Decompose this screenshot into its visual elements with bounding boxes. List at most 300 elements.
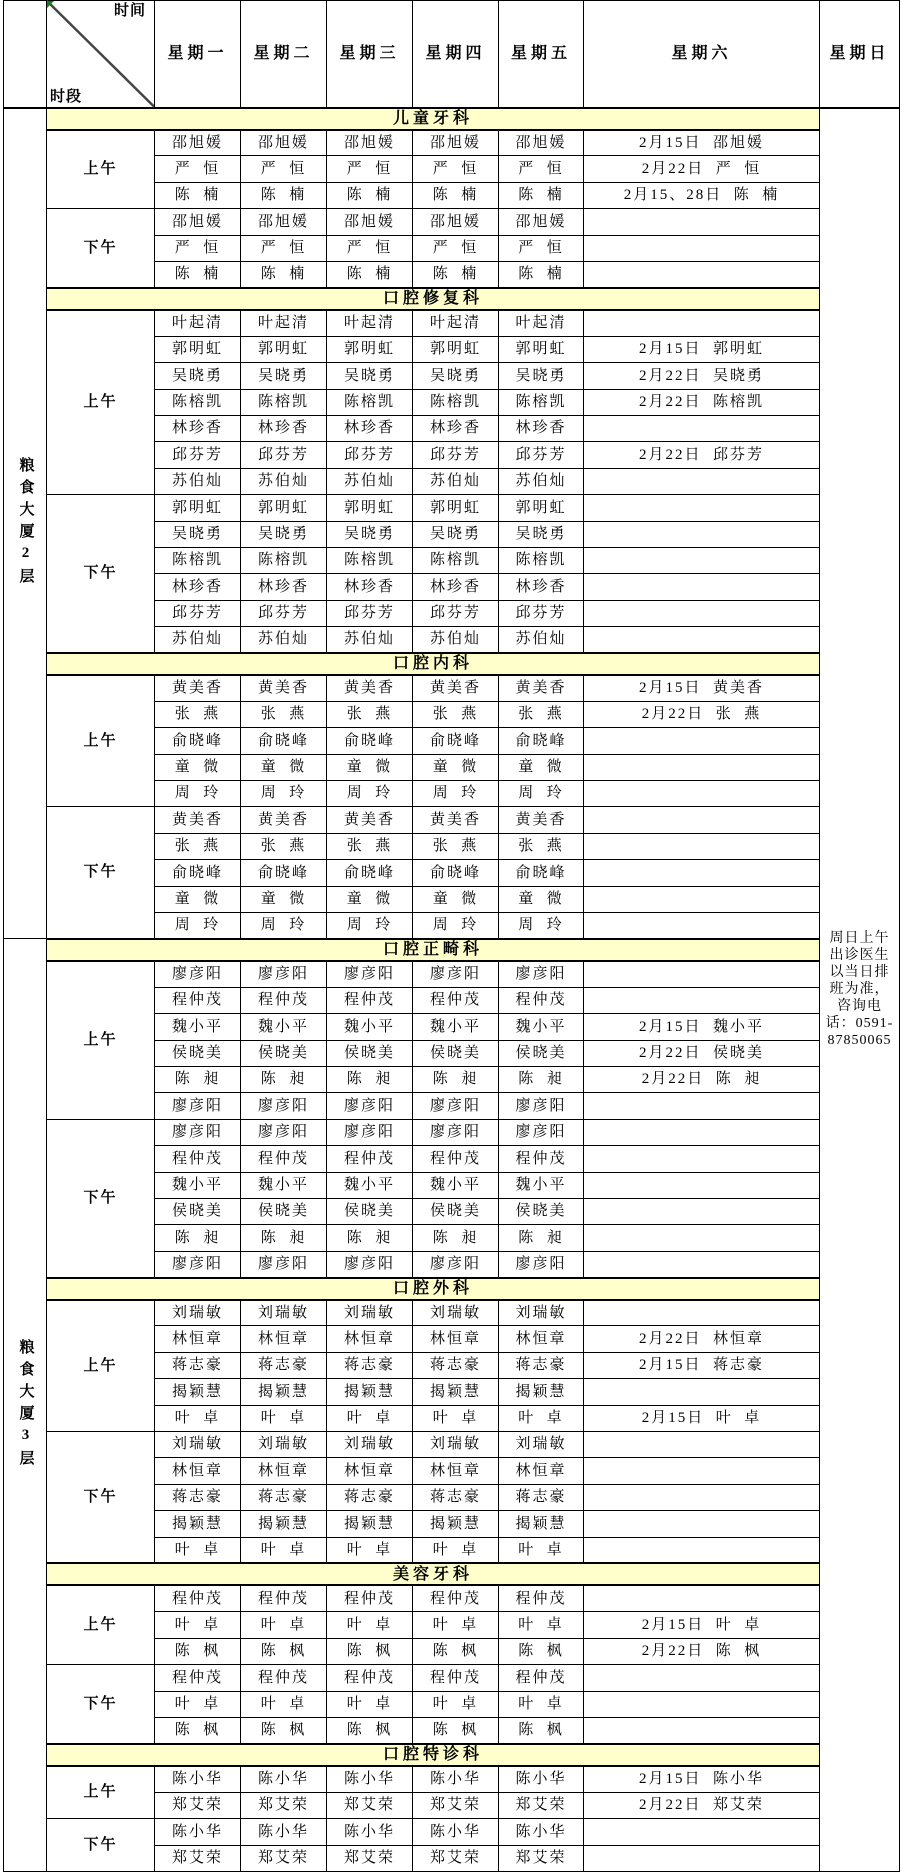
doctor-cell[interactable]: 郑艾荣 xyxy=(155,1792,241,1818)
doctor-cell[interactable]: 陈榕凯 xyxy=(155,389,241,415)
doctor-cell[interactable]: 刘瑞敏 xyxy=(327,1300,413,1326)
doctor-cell[interactable]: 郭明虹 xyxy=(155,336,241,362)
doctor-cell[interactable]: 廖彦阳 xyxy=(241,1119,327,1145)
doctor-cell[interactable]: 邵旭媛 xyxy=(155,209,241,235)
doctor-cell[interactable]: 叶起清 xyxy=(499,310,584,336)
doctor-cell[interactable]: 程仲茂 xyxy=(413,1585,499,1611)
doctor-cell[interactable]: 苏伯灿 xyxy=(327,627,413,653)
saturday-cell[interactable] xyxy=(584,833,820,859)
doctor-cell[interactable]: 揭颖慧 xyxy=(155,1511,241,1537)
doctor-cell[interactable]: 揭颖慧 xyxy=(155,1379,241,1405)
doctor-cell[interactable]: 邱芬芳 xyxy=(413,600,499,626)
doctor-cell[interactable]: 苏伯灿 xyxy=(155,627,241,653)
doctor-cell[interactable]: 廖彦阳 xyxy=(327,1251,413,1277)
doctor-cell[interactable]: 严 恒 xyxy=(499,156,584,182)
doctor-cell[interactable]: 陈小华 xyxy=(155,1766,241,1792)
doctor-cell[interactable]: 蒋志豪 xyxy=(155,1352,241,1378)
doctor-cell[interactable]: 魏小平 xyxy=(413,1172,499,1198)
doctor-cell[interactable]: 张 燕 xyxy=(241,701,327,727)
saturday-cell[interactable] xyxy=(584,1379,820,1405)
doctor-cell[interactable]: 叶 卓 xyxy=(499,1405,584,1431)
building-label[interactable] xyxy=(4,939,47,1872)
doctor-cell[interactable]: 林恒章 xyxy=(241,1326,327,1352)
doctor-cell[interactable]: 陈榕凯 xyxy=(327,389,413,415)
doctor-cell[interactable]: 严 恒 xyxy=(327,156,413,182)
saturday-cell[interactable] xyxy=(584,1484,820,1510)
doctor-cell[interactable]: 黄美香 xyxy=(155,675,241,701)
doctor-cell[interactable]: 刘瑞敏 xyxy=(413,1432,499,1458)
doctor-cell[interactable]: 魏小平 xyxy=(155,1014,241,1040)
doctor-cell[interactable]: 张 燕 xyxy=(499,833,584,859)
doctor-cell[interactable]: 陈 楠 xyxy=(327,262,413,288)
doctor-cell[interactable]: 黄美香 xyxy=(499,675,584,701)
doctor-cell[interactable]: 童 微 xyxy=(241,754,327,780)
saturday-cell[interactable]: 2月22日 吴晓勇 xyxy=(584,363,820,389)
period-cell-am[interactable]: 上午 xyxy=(47,1585,155,1664)
doctor-cell[interactable]: 苏伯灿 xyxy=(327,468,413,494)
saturday-cell[interactable] xyxy=(584,1251,820,1277)
doctor-cell[interactable]: 陈 枫 xyxy=(155,1717,241,1743)
doctor-cell[interactable]: 刘瑞敏 xyxy=(241,1432,327,1458)
saturday-cell[interactable] xyxy=(584,521,820,547)
doctor-cell[interactable]: 周 玲 xyxy=(327,781,413,807)
doctor-cell[interactable]: 俞晓峰 xyxy=(413,860,499,886)
doctor-cell[interactable]: 林恒章 xyxy=(327,1326,413,1352)
doctor-cell[interactable]: 黄美香 xyxy=(413,807,499,833)
doctor-cell[interactable]: 郭明虹 xyxy=(413,336,499,362)
doctor-cell[interactable]: 严 恒 xyxy=(241,156,327,182)
doctor-cell[interactable]: 张 燕 xyxy=(413,701,499,727)
doctor-cell[interactable]: 严 恒 xyxy=(413,156,499,182)
saturday-cell[interactable]: 2月22日 陈榕凯 xyxy=(584,389,820,415)
doctor-cell[interactable]: 郑艾荣 xyxy=(155,1845,241,1871)
saturday-cell[interactable] xyxy=(584,961,820,987)
day-header-friday[interactable]: 星期五 xyxy=(499,1,584,108)
doctor-cell[interactable]: 郭明虹 xyxy=(241,336,327,362)
doctor-cell[interactable]: 苏伯灿 xyxy=(155,468,241,494)
doctor-cell[interactable]: 俞晓峰 xyxy=(413,728,499,754)
doctor-cell[interactable]: 林恒章 xyxy=(499,1458,584,1484)
period-cell-pm[interactable]: 下午 xyxy=(47,1432,155,1564)
doctor-cell[interactable]: 俞晓峰 xyxy=(499,860,584,886)
doctor-cell[interactable]: 邱芬芳 xyxy=(499,600,584,626)
doctor-cell[interactable]: 张 燕 xyxy=(499,701,584,727)
saturday-cell[interactable]: 2月22日 陈 枫 xyxy=(584,1638,820,1664)
doctor-cell[interactable]: 吴晓勇 xyxy=(327,521,413,547)
doctor-cell[interactable]: 陈榕凯 xyxy=(413,547,499,573)
doctor-cell[interactable]: 邱芬芳 xyxy=(155,600,241,626)
doctor-cell[interactable]: 陈小华 xyxy=(155,1819,241,1845)
doctor-cell[interactable]: 俞晓峰 xyxy=(241,860,327,886)
period-cell-pm[interactable]: 下午 xyxy=(47,495,155,653)
day-header-wednesday[interactable]: 星期三 xyxy=(327,1,413,108)
doctor-cell[interactable]: 叶起清 xyxy=(327,310,413,336)
doctor-cell[interactable]: 刘瑞敏 xyxy=(499,1300,584,1326)
doctor-cell[interactable]: 陈 昶 xyxy=(155,1225,241,1251)
saturday-cell[interactable]: 2月22日 林恒章 xyxy=(584,1326,820,1352)
doctor-cell[interactable]: 陈小华 xyxy=(413,1819,499,1845)
doctor-cell[interactable]: 廖彦阳 xyxy=(241,1093,327,1119)
doctor-cell[interactable]: 蒋志豪 xyxy=(327,1484,413,1510)
doctor-cell[interactable]: 郭明虹 xyxy=(327,336,413,362)
doctor-cell[interactable]: 侯晓美 xyxy=(413,1040,499,1066)
section-title-6[interactable]: 口腔特诊科 xyxy=(47,1744,820,1766)
doctor-cell[interactable]: 陈 楠 xyxy=(155,182,241,208)
doctor-cell[interactable]: 邵旭媛 xyxy=(241,130,327,156)
doctor-cell[interactable]: 周 玲 xyxy=(499,781,584,807)
doctor-cell[interactable]: 张 燕 xyxy=(155,701,241,727)
doctor-cell[interactable]: 陈 楠 xyxy=(413,262,499,288)
doctor-cell[interactable]: 俞晓峰 xyxy=(241,728,327,754)
saturday-cell[interactable]: 2月22日 侯晓美 xyxy=(584,1040,820,1066)
doctor-cell[interactable]: 陈榕凯 xyxy=(413,389,499,415)
doctor-cell[interactable]: 林珍香 xyxy=(413,415,499,441)
saturday-cell[interactable]: 2月15日 叶 卓 xyxy=(584,1612,820,1638)
doctor-cell[interactable]: 叶起清 xyxy=(241,310,327,336)
doctor-cell[interactable]: 魏小平 xyxy=(499,1172,584,1198)
doctor-cell[interactable]: 黄美香 xyxy=(413,675,499,701)
doctor-cell[interactable]: 叶 卓 xyxy=(241,1691,327,1717)
doctor-cell[interactable]: 叶 卓 xyxy=(499,1537,584,1563)
saturday-cell[interactable] xyxy=(584,860,820,886)
doctor-cell[interactable]: 陈小华 xyxy=(499,1819,584,1845)
doctor-cell[interactable]: 刘瑞敏 xyxy=(155,1432,241,1458)
doctor-cell[interactable]: 陈 枫 xyxy=(413,1717,499,1743)
doctor-cell[interactable]: 揭颖慧 xyxy=(499,1379,584,1405)
doctor-cell[interactable]: 吴晓勇 xyxy=(499,363,584,389)
saturday-cell[interactable]: 2月22日 郑艾荣 xyxy=(584,1792,820,1818)
doctor-cell[interactable]: 陈小华 xyxy=(327,1766,413,1792)
doctor-cell[interactable]: 郑艾荣 xyxy=(499,1845,584,1871)
doctor-cell[interactable]: 童 微 xyxy=(413,754,499,780)
saturday-cell[interactable] xyxy=(584,600,820,626)
doctor-cell[interactable]: 吴晓勇 xyxy=(413,363,499,389)
doctor-cell[interactable]: 周 玲 xyxy=(499,913,584,939)
doctor-cell[interactable]: 陈 楠 xyxy=(241,182,327,208)
doctor-cell[interactable]: 林恒章 xyxy=(327,1458,413,1484)
doctor-cell[interactable]: 张 燕 xyxy=(327,701,413,727)
doctor-cell[interactable]: 陈 枫 xyxy=(241,1717,327,1743)
saturday-cell[interactable] xyxy=(584,574,820,600)
saturday-cell[interactable] xyxy=(584,627,820,653)
doctor-cell[interactable]: 苏伯灿 xyxy=(499,627,584,653)
doctor-cell[interactable]: 程仲茂 xyxy=(155,1585,241,1611)
doctor-cell[interactable]: 苏伯灿 xyxy=(413,627,499,653)
doctor-cell[interactable]: 吴晓勇 xyxy=(413,521,499,547)
saturday-cell[interactable] xyxy=(584,495,820,521)
period-cell-am[interactable]: 上午 xyxy=(47,310,155,495)
doctor-cell[interactable]: 魏小平 xyxy=(155,1172,241,1198)
doctor-cell[interactable]: 黄美香 xyxy=(241,675,327,701)
saturday-cell[interactable] xyxy=(584,262,820,288)
saturday-cell[interactable]: 2月15、28日 陈 楠 xyxy=(584,182,820,208)
doctor-cell[interactable]: 郭明虹 xyxy=(499,495,584,521)
doctor-cell[interactable]: 蒋志豪 xyxy=(241,1484,327,1510)
doctor-cell[interactable]: 蒋志豪 xyxy=(327,1352,413,1378)
doctor-cell[interactable]: 周 玲 xyxy=(413,913,499,939)
doctor-cell[interactable]: 陈 昶 xyxy=(413,1225,499,1251)
doctor-cell[interactable]: 侯晓美 xyxy=(499,1040,584,1066)
doctor-cell[interactable]: 俞晓峰 xyxy=(155,728,241,754)
saturday-cell[interactable] xyxy=(584,1172,820,1198)
doctor-cell[interactable]: 郭明虹 xyxy=(499,336,584,362)
doctor-cell[interactable]: 林珍香 xyxy=(241,574,327,600)
doctor-cell[interactable]: 黄美香 xyxy=(241,807,327,833)
doctor-cell[interactable]: 陈小华 xyxy=(241,1766,327,1792)
doctor-cell[interactable]: 廖彦阳 xyxy=(327,1093,413,1119)
doctor-cell[interactable]: 林珍香 xyxy=(155,415,241,441)
doctor-cell[interactable]: 廖彦阳 xyxy=(413,1119,499,1145)
doctor-cell[interactable]: 刘瑞敏 xyxy=(155,1300,241,1326)
doctor-cell[interactable]: 吴晓勇 xyxy=(241,521,327,547)
saturday-cell[interactable] xyxy=(584,754,820,780)
section-title-2[interactable]: 口腔内科 xyxy=(47,653,820,675)
doctor-cell[interactable]: 程仲茂 xyxy=(327,1585,413,1611)
doctor-cell[interactable]: 廖彦阳 xyxy=(241,961,327,987)
doctor-cell[interactable]: 严 恒 xyxy=(413,235,499,261)
doctor-cell[interactable]: 陈 昶 xyxy=(327,1066,413,1092)
day-header-tuesday[interactable]: 星期二 xyxy=(241,1,327,108)
doctor-cell[interactable]: 吴晓勇 xyxy=(327,363,413,389)
doctor-cell[interactable]: 陈 枫 xyxy=(499,1717,584,1743)
doctor-cell[interactable]: 程仲茂 xyxy=(241,1665,327,1691)
doctor-cell[interactable]: 刘瑞敏 xyxy=(241,1300,327,1326)
doctor-cell[interactable]: 叶 卓 xyxy=(413,1537,499,1563)
saturday-cell[interactable] xyxy=(584,1198,820,1224)
doctor-cell[interactable]: 揭颖慧 xyxy=(327,1379,413,1405)
saturday-cell[interactable]: 2月15日 魏小平 xyxy=(584,1014,820,1040)
doctor-cell[interactable]: 周 玲 xyxy=(155,781,241,807)
doctor-cell[interactable]: 童 微 xyxy=(241,886,327,912)
doctor-cell[interactable]: 程仲茂 xyxy=(499,1585,584,1611)
saturday-cell[interactable] xyxy=(584,1093,820,1119)
section-title-0[interactable]: 儿童牙科 xyxy=(47,108,820,130)
doctor-cell[interactable]: 陈 昶 xyxy=(499,1066,584,1092)
doctor-cell[interactable]: 陈榕凯 xyxy=(327,547,413,573)
doctor-cell[interactable]: 侯晓美 xyxy=(413,1198,499,1224)
doctor-cell[interactable]: 严 恒 xyxy=(155,156,241,182)
doctor-cell[interactable]: 叶 卓 xyxy=(155,1691,241,1717)
doctor-cell[interactable]: 陈小华 xyxy=(327,1819,413,1845)
doctor-cell[interactable]: 邵旭媛 xyxy=(413,130,499,156)
doctor-cell[interactable]: 廖彦阳 xyxy=(327,1119,413,1145)
saturday-cell[interactable]: 2月15日 蒋志豪 xyxy=(584,1352,820,1378)
saturday-cell[interactable]: 2月15日 邵旭媛 xyxy=(584,130,820,156)
doctor-cell[interactable]: 郑艾荣 xyxy=(241,1792,327,1818)
doctor-cell[interactable]: 苏伯灿 xyxy=(499,468,584,494)
doctor-cell[interactable]: 魏小平 xyxy=(241,1172,327,1198)
saturday-cell[interactable] xyxy=(584,987,820,1013)
doctor-cell[interactable]: 林珍香 xyxy=(155,574,241,600)
doctor-cell[interactable]: 童 微 xyxy=(327,886,413,912)
doctor-cell[interactable]: 蒋志豪 xyxy=(155,1484,241,1510)
doctor-cell[interactable]: 吴晓勇 xyxy=(499,521,584,547)
doctor-cell[interactable]: 陈榕凯 xyxy=(241,547,327,573)
doctor-cell[interactable]: 林恒章 xyxy=(241,1458,327,1484)
doctor-cell[interactable]: 郭明虹 xyxy=(327,495,413,521)
doctor-cell[interactable]: 邱芬芳 xyxy=(241,600,327,626)
doctor-cell[interactable]: 蒋志豪 xyxy=(241,1352,327,1378)
saturday-cell[interactable] xyxy=(584,1146,820,1172)
doctor-cell[interactable]: 程仲茂 xyxy=(155,987,241,1013)
doctor-cell[interactable]: 叶 卓 xyxy=(155,1612,241,1638)
doctor-cell[interactable]: 程仲茂 xyxy=(327,1665,413,1691)
saturday-cell[interactable] xyxy=(584,547,820,573)
saturday-cell[interactable] xyxy=(584,415,820,441)
period-cell-pm[interactable]: 下午 xyxy=(47,209,155,288)
saturday-cell[interactable] xyxy=(584,886,820,912)
doctor-cell[interactable]: 程仲茂 xyxy=(241,987,327,1013)
saturday-cell[interactable]: 2月22日 陈 昶 xyxy=(584,1066,820,1092)
section-title-3[interactable]: 口腔正畸科 xyxy=(47,939,820,961)
saturday-cell[interactable] xyxy=(584,1585,820,1611)
doctor-cell[interactable]: 郑艾荣 xyxy=(413,1845,499,1871)
doctor-cell[interactable]: 程仲茂 xyxy=(499,1665,584,1691)
doctor-cell[interactable]: 周 玲 xyxy=(241,913,327,939)
doctor-cell[interactable]: 叶 卓 xyxy=(155,1537,241,1563)
doctor-cell[interactable]: 程仲茂 xyxy=(241,1146,327,1172)
doctor-cell[interactable]: 吴晓勇 xyxy=(155,363,241,389)
doctor-cell[interactable]: 严 恒 xyxy=(155,235,241,261)
period-cell-pm[interactable]: 下午 xyxy=(47,1119,155,1277)
doctor-cell[interactable]: 黄美香 xyxy=(155,807,241,833)
saturday-cell[interactable] xyxy=(584,1717,820,1743)
doctor-cell[interactable]: 叶 卓 xyxy=(327,1691,413,1717)
saturday-cell[interactable] xyxy=(584,1458,820,1484)
period-cell-pm[interactable]: 下午 xyxy=(47,1665,155,1744)
saturday-cell[interactable]: 2月22日 严 恒 xyxy=(584,156,820,182)
doctor-cell[interactable]: 廖彦阳 xyxy=(499,1093,584,1119)
doctor-cell[interactable]: 严 恒 xyxy=(499,235,584,261)
period-cell-pm[interactable]: 下午 xyxy=(47,1819,155,1872)
doctor-cell[interactable]: 严 恒 xyxy=(327,235,413,261)
doctor-cell[interactable]: 张 燕 xyxy=(413,833,499,859)
doctor-cell[interactable]: 刘瑞敏 xyxy=(327,1432,413,1458)
doctor-cell[interactable]: 揭颖慧 xyxy=(327,1511,413,1537)
doctor-cell[interactable]: 陈榕凯 xyxy=(155,547,241,573)
doctor-cell[interactable]: 俞晓峰 xyxy=(155,860,241,886)
doctor-cell[interactable]: 揭颖慧 xyxy=(241,1511,327,1537)
doctor-cell[interactable]: 林恒章 xyxy=(413,1458,499,1484)
doctor-cell[interactable]: 叶 卓 xyxy=(499,1691,584,1717)
doctor-cell[interactable]: 周 玲 xyxy=(413,781,499,807)
doctor-cell[interactable]: 刘瑞敏 xyxy=(413,1300,499,1326)
doctor-cell[interactable]: 黄美香 xyxy=(499,807,584,833)
saturday-cell[interactable]: 2月15日 陈小华 xyxy=(584,1766,820,1792)
period-cell-am[interactable]: 上午 xyxy=(47,1300,155,1432)
doctor-cell[interactable]: 叶起清 xyxy=(413,310,499,336)
saturday-cell[interactable] xyxy=(584,235,820,261)
doctor-cell[interactable]: 陈 枫 xyxy=(327,1717,413,1743)
doctor-cell[interactable]: 廖彦阳 xyxy=(155,1119,241,1145)
doctor-cell[interactable]: 郑艾荣 xyxy=(413,1792,499,1818)
doctor-cell[interactable]: 童 微 xyxy=(155,886,241,912)
doctor-cell[interactable]: 陈小华 xyxy=(499,1766,584,1792)
doctor-cell[interactable]: 邱芬芳 xyxy=(155,442,241,468)
doctor-cell[interactable]: 苏伯灿 xyxy=(241,468,327,494)
doctor-cell[interactable]: 程仲茂 xyxy=(413,1146,499,1172)
doctor-cell[interactable]: 童 微 xyxy=(155,754,241,780)
doctor-cell[interactable]: 林珍香 xyxy=(241,415,327,441)
saturday-cell[interactable] xyxy=(584,310,820,336)
doctor-cell[interactable]: 魏小平 xyxy=(241,1014,327,1040)
doctor-cell[interactable]: 严 恒 xyxy=(241,235,327,261)
doctor-cell[interactable]: 陈 楠 xyxy=(327,182,413,208)
doctor-cell[interactable]: 程仲茂 xyxy=(413,1665,499,1691)
doctor-cell[interactable]: 叶 卓 xyxy=(327,1612,413,1638)
section-title-1[interactable]: 口腔修复科 xyxy=(47,288,820,310)
doctor-cell[interactable]: 侯晓美 xyxy=(241,1040,327,1066)
doctor-cell[interactable]: 陈榕凯 xyxy=(241,389,327,415)
period-cell-am[interactable]: 上午 xyxy=(47,675,155,807)
doctor-cell[interactable]: 俞晓峰 xyxy=(499,728,584,754)
doctor-cell[interactable]: 邱芬芳 xyxy=(327,442,413,468)
doctor-cell[interactable]: 童 微 xyxy=(413,886,499,912)
doctor-cell[interactable]: 魏小平 xyxy=(327,1014,413,1040)
doctor-cell[interactable]: 邱芬芳 xyxy=(413,442,499,468)
doctor-cell[interactable]: 张 燕 xyxy=(327,833,413,859)
doctor-cell[interactable]: 侯晓美 xyxy=(499,1198,584,1224)
doctor-cell[interactable]: 周 玲 xyxy=(155,913,241,939)
doctor-cell[interactable]: 郑艾荣 xyxy=(327,1845,413,1871)
doctor-cell[interactable]: 程仲茂 xyxy=(499,987,584,1013)
doctor-cell[interactable]: 叶 卓 xyxy=(499,1612,584,1638)
doctor-cell[interactable]: 童 微 xyxy=(499,754,584,780)
doctor-cell[interactable]: 叶起清 xyxy=(155,310,241,336)
saturday-cell[interactable] xyxy=(584,1511,820,1537)
doctor-cell[interactable]: 郭明虹 xyxy=(413,495,499,521)
doctor-cell[interactable]: 陈 枫 xyxy=(499,1638,584,1664)
doctor-cell[interactable]: 吴晓勇 xyxy=(155,521,241,547)
doctor-cell[interactable]: 周 玲 xyxy=(241,781,327,807)
doctor-cell[interactable]: 郑艾荣 xyxy=(499,1792,584,1818)
doctor-cell[interactable]: 陈 楠 xyxy=(413,182,499,208)
day-header-monday[interactable]: 星期一 xyxy=(155,1,241,108)
saturday-cell[interactable] xyxy=(584,1432,820,1458)
saturday-cell[interactable] xyxy=(584,1665,820,1691)
saturday-cell[interactable] xyxy=(584,1819,820,1845)
doctor-cell[interactable]: 张 燕 xyxy=(241,833,327,859)
doctor-cell[interactable]: 魏小平 xyxy=(499,1014,584,1040)
saturday-cell[interactable]: 2月15日 郭明虹 xyxy=(584,336,820,362)
time-period-header-cell[interactable] xyxy=(47,1,155,108)
saturday-cell[interactable]: 2月15日 黄美香 xyxy=(584,675,820,701)
doctor-cell[interactable]: 叶 卓 xyxy=(241,1537,327,1563)
doctor-cell[interactable]: 陈 枫 xyxy=(413,1638,499,1664)
saturday-cell[interactable] xyxy=(584,1691,820,1717)
doctor-cell[interactable]: 郑艾荣 xyxy=(241,1845,327,1871)
saturday-cell[interactable]: 2月22日 张 燕 xyxy=(584,701,820,727)
doctor-cell[interactable]: 陈 楠 xyxy=(241,262,327,288)
doctor-cell[interactable]: 叶 卓 xyxy=(155,1405,241,1431)
doctor-cell[interactable]: 陈 昶 xyxy=(327,1225,413,1251)
doctor-cell[interactable]: 侯晓美 xyxy=(327,1198,413,1224)
period-cell-am[interactable]: 上午 xyxy=(47,961,155,1119)
day-header-saturday[interactable]: 星期六 xyxy=(584,1,820,108)
doctor-cell[interactable]: 陈 昶 xyxy=(241,1066,327,1092)
doctor-cell[interactable]: 侯晓美 xyxy=(155,1198,241,1224)
doctor-cell[interactable]: 俞晓峰 xyxy=(327,728,413,754)
doctor-cell[interactable]: 邵旭媛 xyxy=(327,130,413,156)
doctor-cell[interactable]: 廖彦阳 xyxy=(241,1251,327,1277)
doctor-cell[interactable]: 廖彦阳 xyxy=(413,961,499,987)
doctor-cell[interactable]: 陈榕凯 xyxy=(499,547,584,573)
doctor-cell[interactable]: 苏伯灿 xyxy=(241,627,327,653)
doctor-cell[interactable]: 程仲茂 xyxy=(241,1585,327,1611)
doctor-cell[interactable]: 程仲茂 xyxy=(327,1146,413,1172)
section-title-4[interactable]: 口腔外科 xyxy=(47,1278,820,1300)
doctor-cell[interactable]: 林恒章 xyxy=(155,1326,241,1352)
